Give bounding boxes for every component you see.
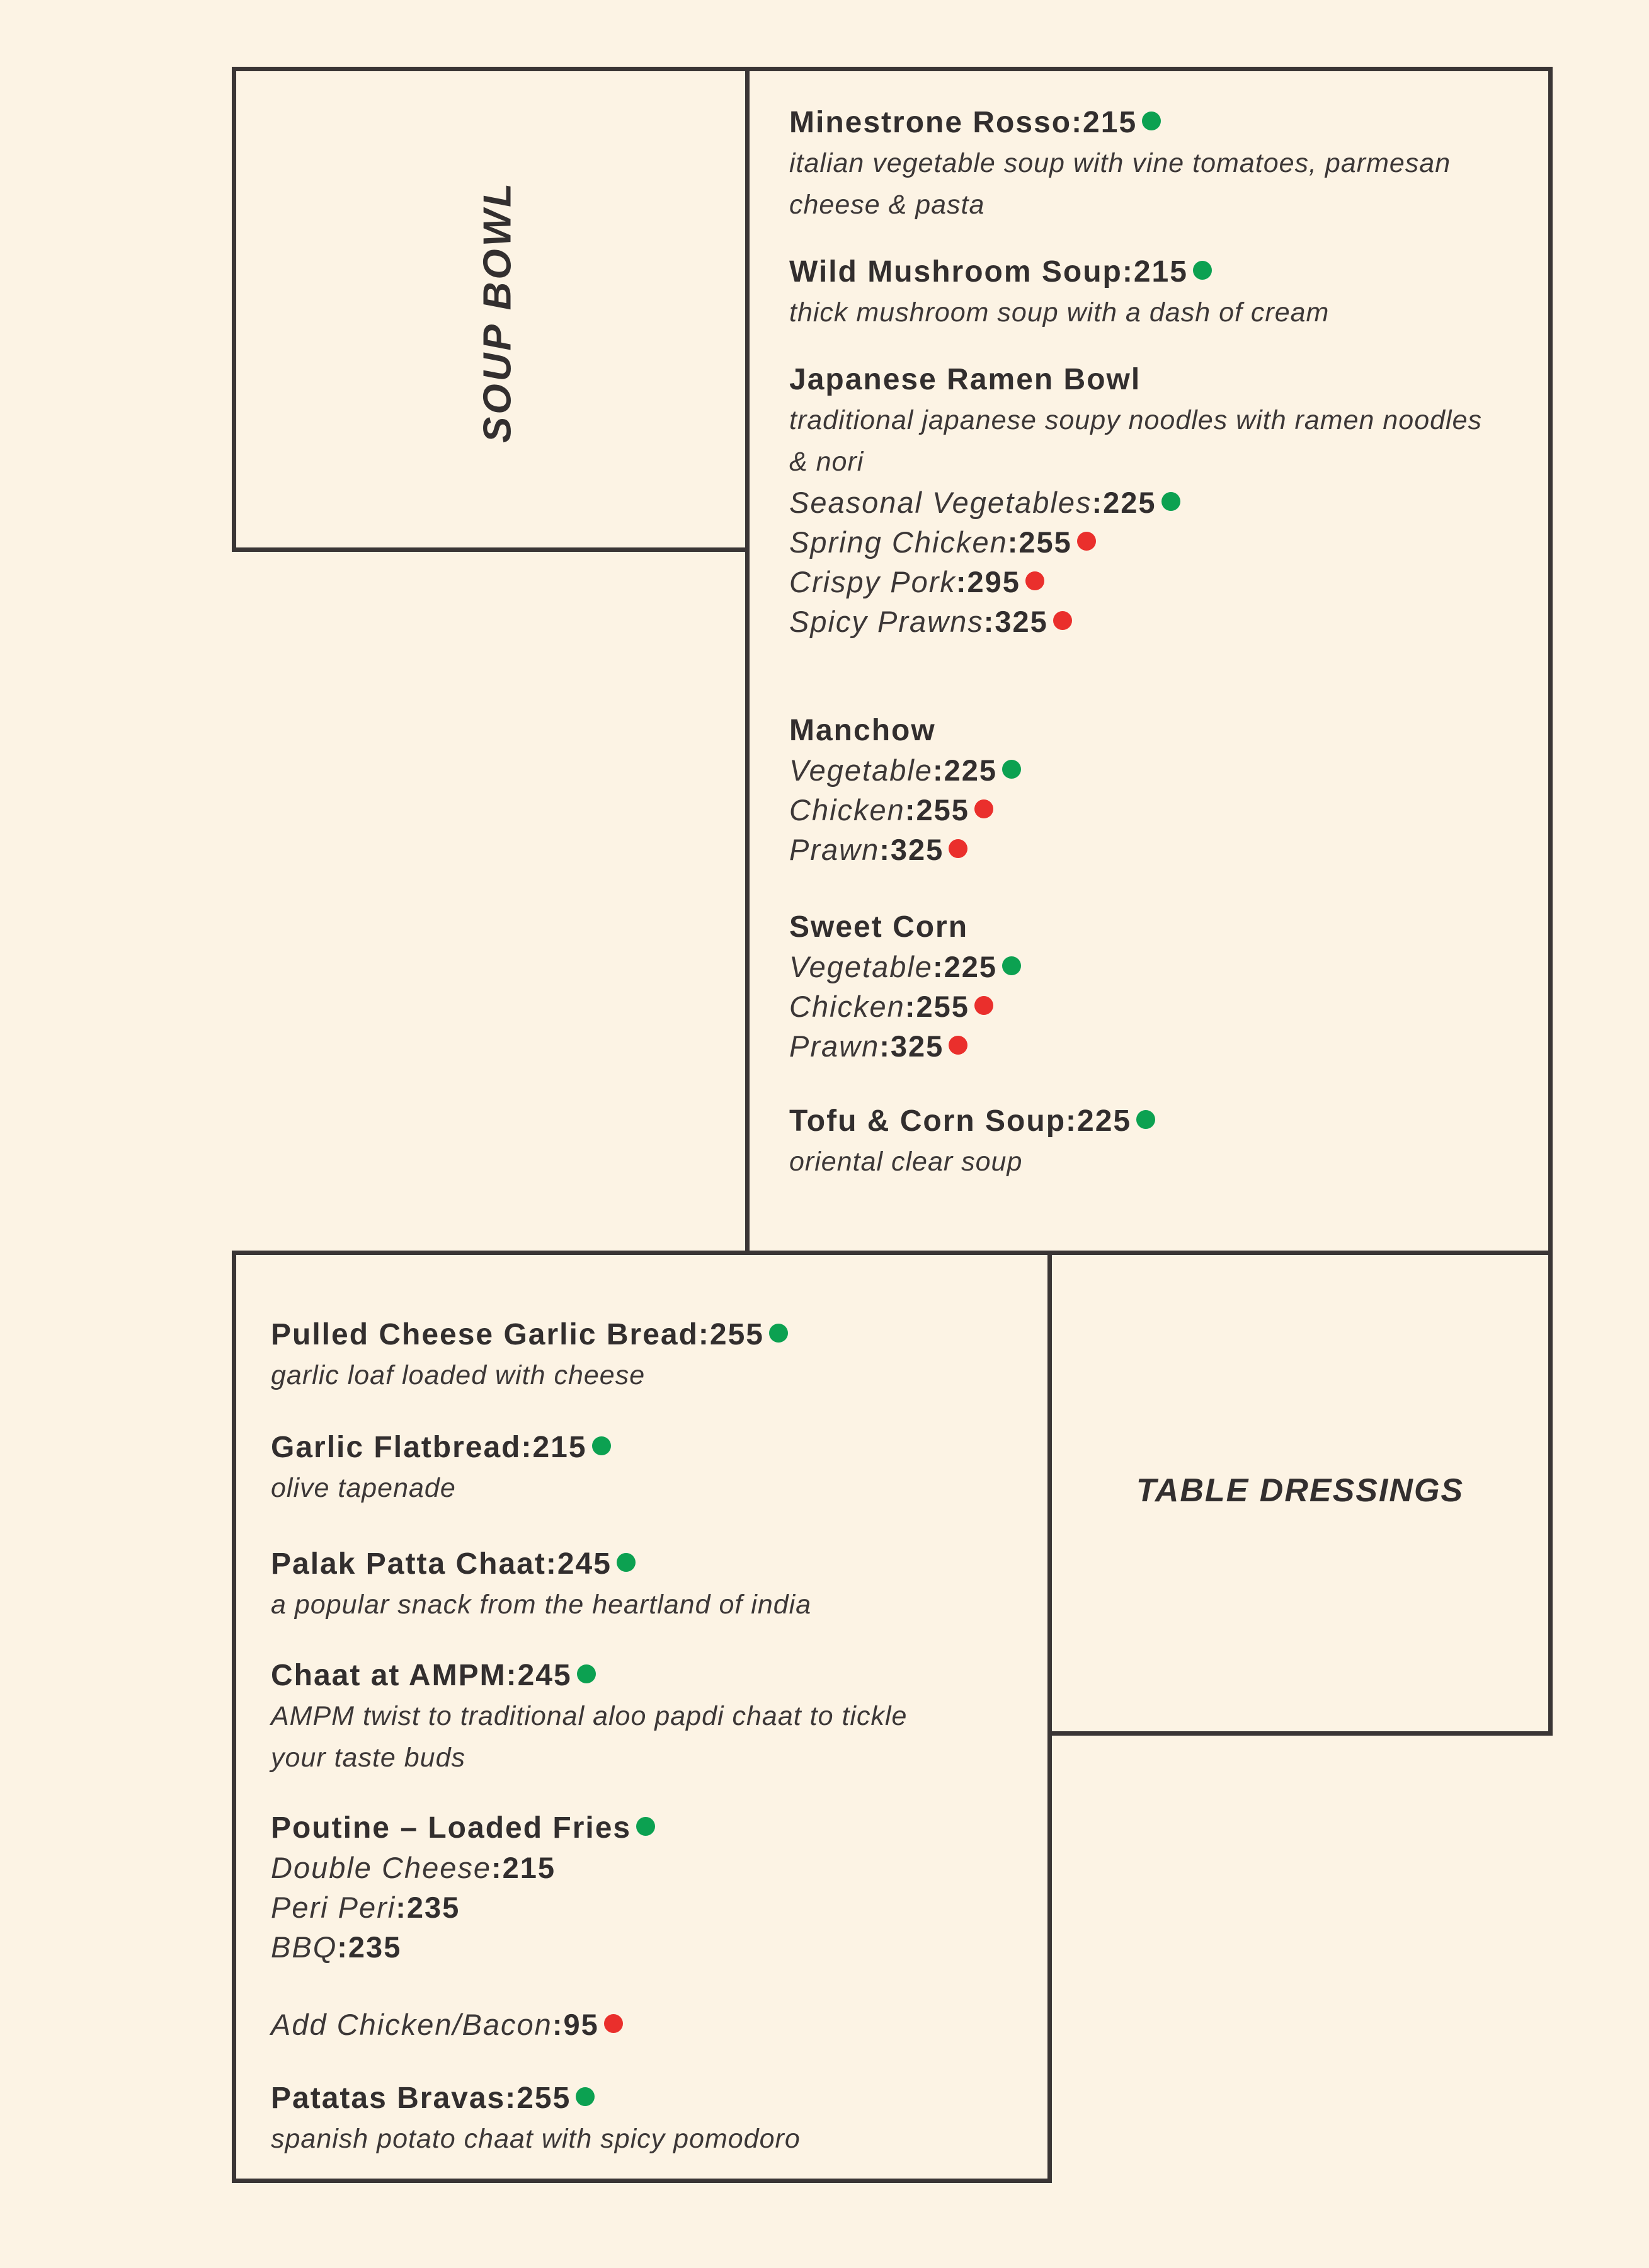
diet-indicator-dot bbox=[1136, 1110, 1155, 1129]
menu-item-pulled-cheese-garlic-bread bbox=[271, 1315, 1039, 1396]
item-variant: Crispy Pork:295 bbox=[789, 562, 1539, 602]
item-variant: Prawn:325 bbox=[789, 1026, 1539, 1066]
menu-item-minestrone bbox=[789, 103, 1539, 226]
diet-indicator-dot bbox=[576, 2087, 595, 2106]
item-title: Wild Mushroom Soup:215 bbox=[789, 252, 1539, 292]
diet-indicator-dot bbox=[617, 1553, 636, 1572]
item-title: Patatas Bravas:255 bbox=[271, 2078, 1039, 2118]
item-variant: Chicken:255 bbox=[789, 790, 1539, 830]
soup-items-content bbox=[789, 103, 1539, 1183]
item-description: italian vegetable soup with vine tomatoes, parmesan bbox=[789, 148, 1451, 178]
diet-indicator-dot bbox=[974, 799, 993, 818]
item-variant: Seasonal Vegetables:225 bbox=[789, 483, 1539, 522]
item-description: garlic loaf loaded with cheese bbox=[271, 1360, 646, 1390]
item-description: thick mushroom soup with a dash of cream bbox=[789, 297, 1330, 328]
item-title: Pulled Cheese Garlic Bread:255 bbox=[271, 1315, 1039, 1354]
item-title: Minestrone Rosso:215 bbox=[789, 103, 1539, 142]
item-description: AMPM twist to traditional aloo papdi chaat to tickle bbox=[271, 1701, 908, 1731]
menu-item-poutine-loaded-fries bbox=[271, 1808, 1039, 1967]
item-title: Poutine – Loaded Fries bbox=[271, 1808, 1039, 1848]
diet-indicator-dot bbox=[1161, 492, 1180, 511]
diet-indicator-dot bbox=[577, 1664, 596, 1683]
item-description: olive tapenade bbox=[271, 1473, 456, 1503]
item-title: Japanese Ramen Bowl bbox=[789, 363, 1141, 396]
menu-item-add-chicken-bacon bbox=[271, 2005, 1039, 2044]
diet-indicator-dot bbox=[949, 839, 967, 858]
menu-item-patatas-bravas bbox=[271, 2078, 1039, 2160]
item-description: spanish potato chaat with spicy pomodoro bbox=[271, 2124, 801, 2154]
item-description: cheese & pasta bbox=[789, 190, 985, 220]
diet-indicator-dot bbox=[1002, 956, 1021, 975]
menu-item-sweet-corn bbox=[789, 907, 1539, 1066]
item-variant: Vegetable:225 bbox=[789, 947, 1539, 987]
item-title: Manchow bbox=[789, 714, 936, 747]
appetizers-content bbox=[271, 1315, 1039, 2160]
item-title: Palak Patta Chaat:245 bbox=[271, 1544, 1039, 1584]
item-title: Garlic Flatbread:215 bbox=[271, 1428, 1039, 1467]
item-variant: Spring Chicken:255 bbox=[789, 522, 1539, 562]
diet-indicator-dot bbox=[949, 1036, 967, 1055]
item-description: traditional japanese soupy noodles with ramen noodles bbox=[789, 405, 1483, 435]
item-addon: Add Chicken/Bacon:95 bbox=[271, 2005, 1039, 2044]
item-description: & nori bbox=[789, 447, 864, 477]
table-dressings-title: TABLE DRESSINGS bbox=[1136, 1472, 1464, 1509]
diet-indicator-dot bbox=[1053, 611, 1072, 630]
item-variant: Chicken:255 bbox=[789, 987, 1539, 1026]
item-variant: Prawn:325 bbox=[789, 830, 1539, 869]
diet-indicator-dot bbox=[1142, 112, 1161, 130]
item-description: oriental clear soup bbox=[789, 1147, 1023, 1177]
menu-item-manchow bbox=[789, 711, 1539, 869]
diet-indicator-dot bbox=[604, 2014, 623, 2033]
item-variant: Peri Peri:235 bbox=[271, 1891, 460, 1924]
item-description: a popular snack from the heartland of india bbox=[271, 1589, 812, 1620]
menu-item-chaat-at-ampm bbox=[271, 1656, 1039, 1778]
item-description: your taste buds bbox=[271, 1743, 466, 1773]
item-title: Chaat at AMPM:245 bbox=[271, 1656, 1039, 1695]
soup-bowl-title: SOUP BOWL bbox=[476, 180, 520, 444]
table-dressings-box bbox=[1047, 1251, 1553, 1736]
item-variant: BBQ:235 bbox=[271, 1930, 402, 1964]
diet-indicator-dot bbox=[974, 996, 993, 1015]
diet-indicator-dot bbox=[592, 1436, 611, 1455]
item-title: Sweet Corn bbox=[789, 910, 969, 944]
diet-indicator-dot bbox=[1025, 571, 1044, 590]
diet-indicator-dot bbox=[1193, 261, 1212, 280]
menu-item-wild-mushroom bbox=[789, 252, 1539, 333]
menu-item-japanese-ramen bbox=[789, 360, 1539, 641]
diet-indicator-dot bbox=[769, 1324, 788, 1343]
item-title: Tofu & Corn Soup:225 bbox=[789, 1101, 1539, 1141]
menu-item-garlic-flatbread bbox=[271, 1428, 1039, 1509]
diet-indicator-dot bbox=[1077, 532, 1096, 551]
diet-indicator-dot bbox=[636, 1817, 655, 1836]
item-variant: Vegetable:225 bbox=[789, 750, 1539, 790]
item-variant: Spicy Prawns:325 bbox=[789, 602, 1539, 641]
menu-item-palak-patta-chaat bbox=[271, 1544, 1039, 1625]
diet-indicator-dot bbox=[1002, 760, 1021, 779]
menu-item-tofu-corn bbox=[789, 1101, 1539, 1183]
item-variant: Double Cheese:215 bbox=[271, 1851, 556, 1884]
